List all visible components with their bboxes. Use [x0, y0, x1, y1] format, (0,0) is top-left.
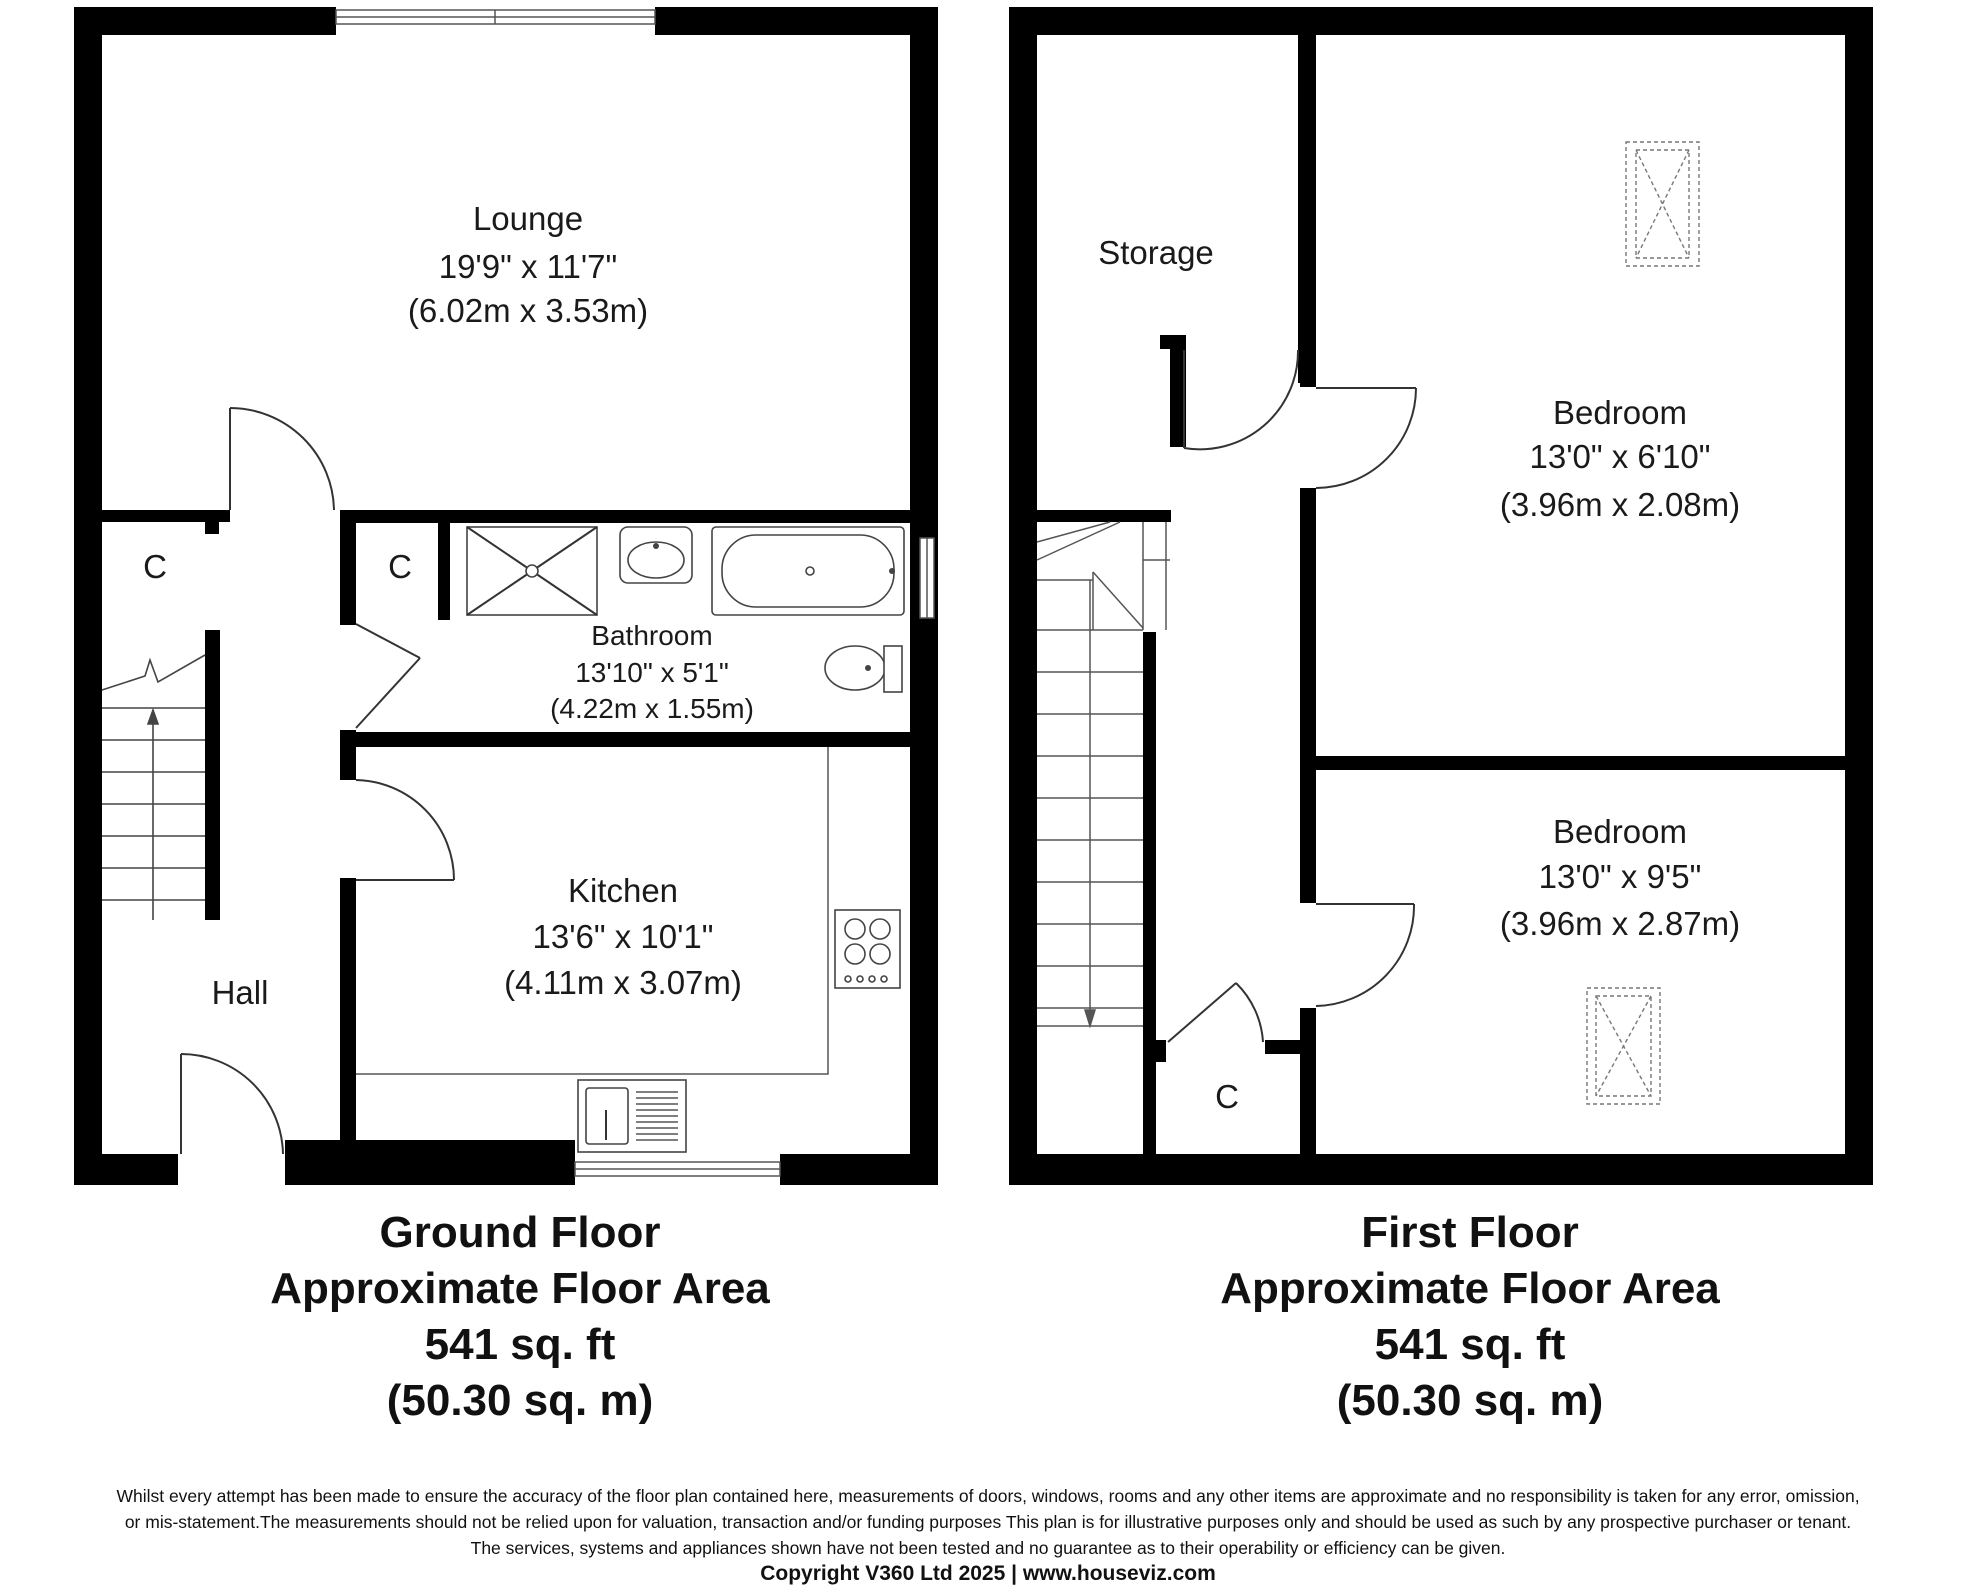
window — [336, 10, 655, 24]
bath — [712, 527, 904, 615]
outer-wall — [74, 7, 102, 1185]
bathroom-metric: (4.22m x 1.55m) — [550, 693, 754, 724]
interior-wall — [1265, 1040, 1300, 1054]
cupboard-label: C — [388, 548, 412, 585]
hob — [835, 910, 900, 988]
area-sqm: (50.30 sq. m) — [1336, 1376, 1604, 1425]
interior-wall — [438, 510, 450, 620]
outer-wall — [655, 7, 937, 35]
interior-wall — [340, 732, 938, 747]
wash-basin — [620, 527, 692, 583]
hall-name: Hall — [211, 974, 269, 1011]
outer-wall — [780, 1154, 938, 1185]
interior-wall — [1009, 510, 1171, 522]
outer-wall — [1009, 7, 1037, 1185]
stairs — [102, 655, 205, 920]
outer-wall — [1845, 7, 1873, 1185]
shower-tray — [467, 527, 597, 615]
copyright-text: Copyright V360 Ltd 2025 | www.houseviz.com — [760, 1562, 1216, 1585]
bathroom-imperial: 13'10" x 5'1" — [575, 657, 729, 688]
interior-wall — [340, 510, 356, 625]
cupboard-label: C — [143, 548, 167, 585]
bedroom-metric: (3.96m x 2.08m) — [1499, 486, 1741, 523]
bedroom-imperial: 13'0" x 6'10" — [1529, 438, 1711, 475]
outer-wall — [74, 1154, 178, 1185]
interior-wall — [205, 630, 220, 920]
skylight — [1587, 988, 1660, 1104]
bathroom-name: Bathroom — [591, 620, 713, 651]
cupboard-door[interactable] — [1168, 983, 1263, 1042]
interior-wall — [1143, 632, 1156, 1168]
lounge-imperial: 19'9" x 11'7" — [438, 248, 618, 285]
lounge-door[interactable] — [230, 408, 334, 510]
outer-wall — [285, 1140, 575, 1185]
kitchen-worktop — [356, 747, 828, 1074]
interior-wall — [1300, 488, 1316, 903]
front-door[interactable] — [181, 1054, 283, 1154]
area-sqft: 541 sq. ft — [424, 1320, 616, 1369]
cupboard-door[interactable] — [356, 658, 420, 728]
interior-wall — [1300, 756, 1873, 770]
interior-wall — [1300, 7, 1316, 387]
cupboard-door[interactable] — [356, 624, 420, 658]
window — [575, 1162, 780, 1176]
area-sqm: (50.30 sq. m) — [386, 1376, 654, 1425]
skylight — [1626, 142, 1699, 266]
bedroom-metric: (3.96m x 2.87m) — [1499, 905, 1741, 942]
ground-floor-plan — [74, 7, 938, 1425]
cupboard-label: C — [1215, 1078, 1239, 1115]
interior-wall — [1300, 1008, 1316, 1168]
outer-wall — [1009, 1154, 1873, 1185]
interior-wall — [340, 510, 938, 523]
outer-wall — [74, 7, 336, 35]
area-label: Approximate Floor Area — [270, 1264, 770, 1313]
disclaimer-line: or mis-statement.The measurements should not be relied upon for valuation, transaction and/or funding purposes This plan is for illustrative purposes only and should be used as such by any prospective purchaser or tenant. — [124, 1512, 1852, 1532]
floor-title: Ground Floor — [379, 1208, 661, 1257]
floor-title: First Floor — [1361, 1208, 1579, 1257]
bedroom-imperial: 13'0" x 9'5" — [1538, 858, 1702, 895]
interior-wall — [205, 510, 219, 534]
kitchen-name: Kitchen — [567, 872, 679, 909]
bedroom-name: Bedroom — [1553, 813, 1687, 850]
area-sqft: 541 sq. ft — [1374, 1320, 1566, 1369]
interior-wall — [1156, 1040, 1166, 1062]
bedroom-name: Bedroom — [1553, 394, 1687, 431]
lounge-metric: (6.02m x 3.53m) — [407, 292, 649, 329]
lounge-name: Lounge — [472, 200, 584, 237]
area-label: Approximate Floor Area — [1220, 1264, 1720, 1313]
bedroom-door[interactable] — [1316, 904, 1414, 1006]
storage-name: Storage — [1098, 234, 1214, 271]
kitchen-door[interactable] — [356, 780, 454, 880]
kitchen-metric: (4.11m x 3.07m) — [504, 964, 742, 1001]
toilet — [825, 646, 902, 692]
disclaimer-line: Whilst every attempt has been made to ensure the accuracy of the floor plan contained here, measurements of doors, windows, rooms and any other items are approximate and no responsibility is taken for any error, omission, — [116, 1486, 1860, 1506]
outer-wall — [1009, 7, 1873, 35]
disclaimer-line: The services, systems and appliances shown have not been tested and no guarantee as to their operability or efficiency can be given. — [470, 1538, 1506, 1558]
kitchen-sink — [578, 1080, 686, 1152]
window — [920, 538, 934, 618]
first-floor-plan — [1009, 7, 1873, 1425]
interior-wall — [340, 878, 356, 1168]
kitchen-imperial: 13'6" x 10'1" — [532, 918, 714, 955]
storage-door[interactable] — [1184, 350, 1298, 449]
bedroom-door[interactable] — [1316, 388, 1416, 488]
